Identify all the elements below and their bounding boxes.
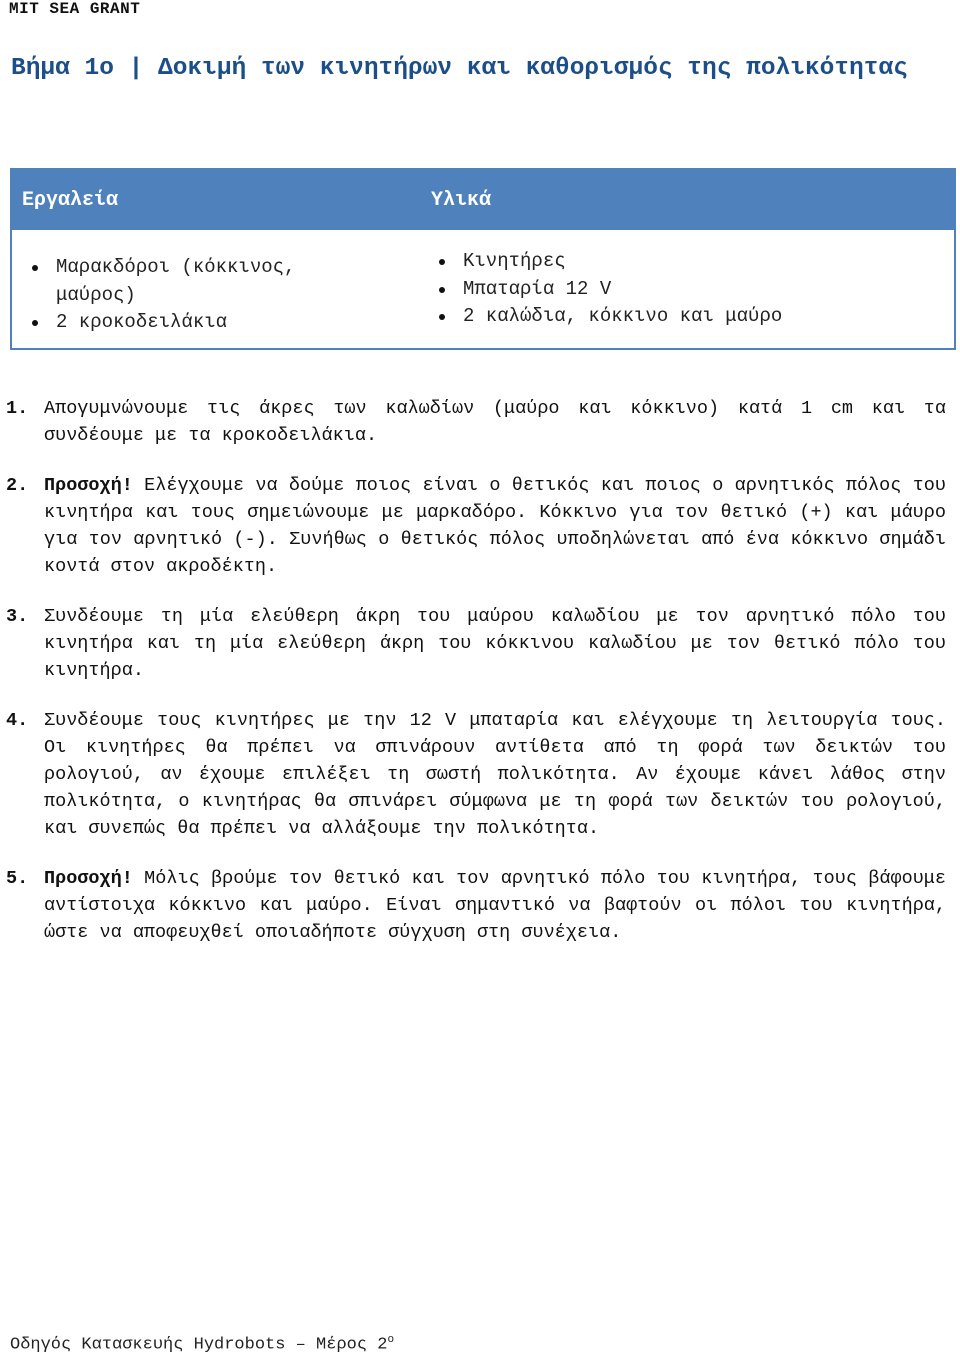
list-item: Κινητήρες <box>429 248 939 276</box>
list-item: 2 καλώδια, κόκκινο και μαύρο <box>429 303 939 331</box>
step-number: 3. <box>6 606 29 627</box>
warning-label: Προσοχή! <box>44 868 133 889</box>
step-number: 2. <box>6 475 29 496</box>
brand-header: MIT SEA GRANT <box>9 0 141 18</box>
step-text: Συνδέουμε τους κινητήρες με την 12 V μπαταρία και ελέγχουμε τη λειτουργία τους. Οι κινητήρες θα πρέπει να σπινάρουν αντίθετα από τη φορά των δεικτών του ρολογιού, αν έχουμε επιλέξει τη σωστή πολικότητα. Αν έχουμε κάνει λάθος στην πολικότητα, ο κινητήρας θα σπινάρει σύμφωνα με τη φορά των δεικτών του ρολογιού, και συνεπώς θα πρέπει να αλλάξουμε την πολικότητα. <box>44 710 946 839</box>
step-text: Μόλις βρούμε τον θετικό και τον αρνητικό πόλο του κινητήρα, τους βάφουμε αντίστοιχα κόκκινο και μαύρο. Είναι σημαντικό να βαφτούν οι πόλοι του κινητήρα, ώστε να αποφευχθεί οποιαδήποτε σύγχυση στη συνέχεια. <box>44 868 946 943</box>
step-number: 1. <box>6 398 29 419</box>
step-number: 5. <box>6 868 29 889</box>
list-item: Μπαταρία 12 V <box>429 276 939 304</box>
tools-heading: Εργαλεία <box>22 189 119 212</box>
tools-list <box>22 254 342 337</box>
page-title: Βήμα 1ο | Δοκιμή των κινητήρων και καθορισμός της πολικότητας <box>11 55 908 82</box>
step-3 <box>6 603 946 684</box>
step-5 <box>6 865 946 946</box>
footer-superscript: ο <box>387 1334 395 1346</box>
warning-label: Προσοχή! <box>44 475 133 496</box>
footer-text: Οδηγός Κατασκευής Hydrobots – Μέρος 2 <box>10 1335 388 1355</box>
materials-table-header <box>12 170 954 230</box>
list-item: Μαρακδόροι (κόκκινος, μαύρος) <box>22 254 342 309</box>
materials-heading: Υλικά <box>431 189 492 212</box>
step-2 <box>6 472 946 580</box>
step-4 <box>6 707 946 842</box>
materials-table <box>10 168 956 350</box>
list-item: 2 κροκοδειλάκια <box>22 309 342 337</box>
instruction-steps <box>6 395 946 946</box>
materials-list <box>429 248 939 331</box>
step-text: Απογυμνώνουμε τις άκρες των καλωδίων (μαύρο και κόκκινο) κατά 1 cm και τα συνδέουμε με τα κροκοδειλάκια. <box>44 398 946 446</box>
step-number: 4. <box>6 710 29 731</box>
step-1 <box>6 395 946 449</box>
page-footer <box>10 1334 394 1355</box>
step-text: Συνδέουμε τη μία ελεύθερη άκρη του μαύρου καλωδίου με τον αρνητικό πόλο του κινητήρα και τη μία ελεύθερη άκρη του κόκκινου καλωδίου με τον θετικό πόλο του κινητήρα. <box>44 606 946 681</box>
step-text: Ελέγχουμε να δούμε ποιος είναι ο θετικός και ποιος ο αρνητικός πόλος του κινητήρα και τους σημειώνουμε με μαρκαδόρο. Κόκκινο για τον θετικό (+) και μάυρο για τον αρνητικό (-). Συνήθως ο θετικός πόλος υποδηλώνεται από ένα κόκκινο σημάδι κοντά στον ακροδέκτη. <box>44 475 946 577</box>
